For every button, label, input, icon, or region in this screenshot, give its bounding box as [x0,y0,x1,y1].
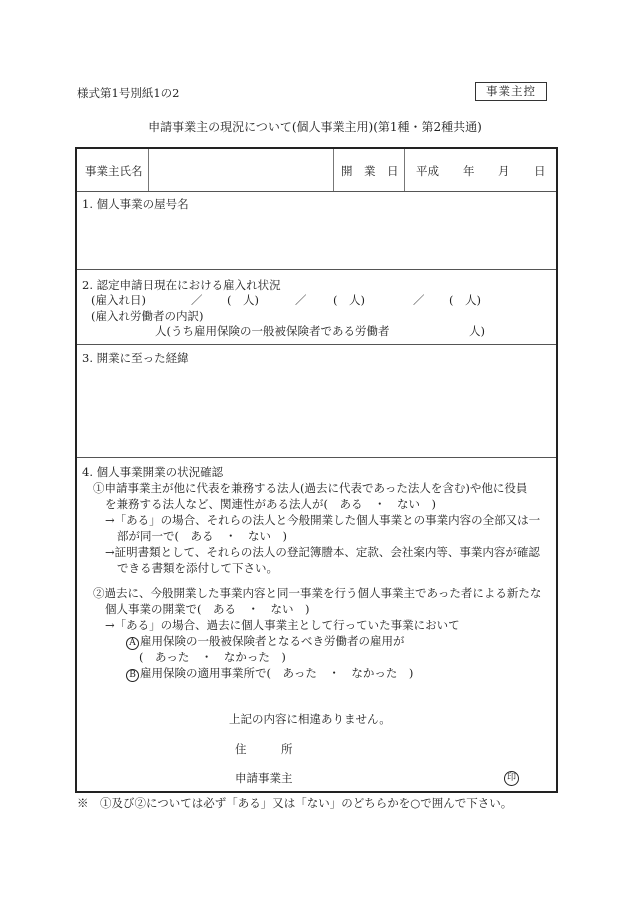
trade-name-field[interactable] [82,213,547,265]
qa-line2: ( あった ・ なかった ) [139,650,286,664]
applicant-label: 申請事業主 [235,771,293,785]
q1-line2: を兼務する法人など、関連性がある法人が( ある ・ ない ) [105,497,436,511]
slash-1: ／ [191,293,203,307]
qb-line [126,665,413,682]
people-3[interactable]: ( 人) [449,293,481,307]
section3-heading: 3. 開業に至った経緯 [82,351,189,365]
owner-name-label: 事業主氏名 [85,164,143,178]
q1-line3: →「ある」の場合、それらの法人と今般開業した個人事業との事業内容の全部又は一 [105,513,541,527]
form-id: 様式第1号別紙1の2 [77,86,180,100]
q1-line4: 部が同一で( ある ・ ない ) [117,529,287,543]
divider [77,191,556,192]
address-label: 住 所 [235,742,293,756]
seal-mark: 印 [504,771,519,786]
q2-line2: 個人事業の開業で( ある ・ ない ) [105,602,310,616]
circled-a-icon: A [126,637,139,650]
worker-breakdown-label: (雇入れ労働者の内訳) [91,309,204,323]
divider [148,149,149,191]
copy-label-box: 事業主控 [475,82,547,101]
seal-icon [504,769,519,786]
people-2[interactable]: ( 人) [333,293,365,307]
q2-line1: ②過去に、今般開業した事業内容と同一事業を行う個人事業主であった者による新たな [93,586,542,600]
day-unit[interactable]: 日 [534,164,546,178]
divider [77,344,556,345]
form-title: 申請事業主の現況について(個人事業主用)(第1種・第2種共通) [148,120,482,134]
qa-line1 [126,633,405,650]
circled-b-icon: B [126,669,139,682]
declaration: 上記の内容に相違ありません。 [229,712,391,726]
hire-date-label: (雇入れ日) [91,293,146,307]
footnote: ※ ①及び②については必ず「ある」又は「ない」のどちらかを○で囲んで下さい。 [77,796,513,810]
qa-text: 雇用保険の一般被保険者となるべき労働者の雇用が [140,634,405,648]
q2-line3: →「ある」の場合、過去に個人事業主として行っていた事業において [105,618,460,632]
slash-2: ／ [295,293,307,307]
people-1[interactable]: ( 人) [227,293,259,307]
qb-text: 雇用保険の適用事業所で( あった ・ なかった ) [140,666,414,680]
month-unit[interactable]: 月 [498,164,510,178]
open-date-label: 開 業 日 [341,164,399,178]
q1-line6: できる書類を添付して下さい。 [117,561,278,575]
year-unit[interactable]: 年 [463,164,475,178]
section4-heading: 4. 個人事業開業の状況確認 [82,465,224,479]
divider [77,269,556,270]
q1-line5: →証明書類として、それらの法人の登記簿謄本、定款、会社案内等、事業内容が確認 [105,545,540,559]
q1-line1: ①申請事業主が他に代表を兼務する法人(過去に代表であった法人を含む)や他に役員 [93,481,528,495]
worker-breakdown-close: 人) [469,324,485,338]
form-table [75,147,558,793]
worker-breakdown-text: 人(うち雇用保険の一般被保険者である労働者 [155,324,390,338]
address-field[interactable] [307,737,537,755]
era-label: 平成 [416,164,439,178]
owner-name-field[interactable] [157,153,327,187]
divider [333,149,334,191]
section1-heading: 1. 個人事業の屋号名 [82,197,189,211]
applicant-field[interactable] [307,766,497,784]
section2-heading: 2. 認定申請日現在における雇入れ状況 [82,278,281,292]
background-field[interactable] [82,367,547,452]
slash-3: ／ [413,293,425,307]
divider [404,149,405,191]
divider [77,457,556,458]
